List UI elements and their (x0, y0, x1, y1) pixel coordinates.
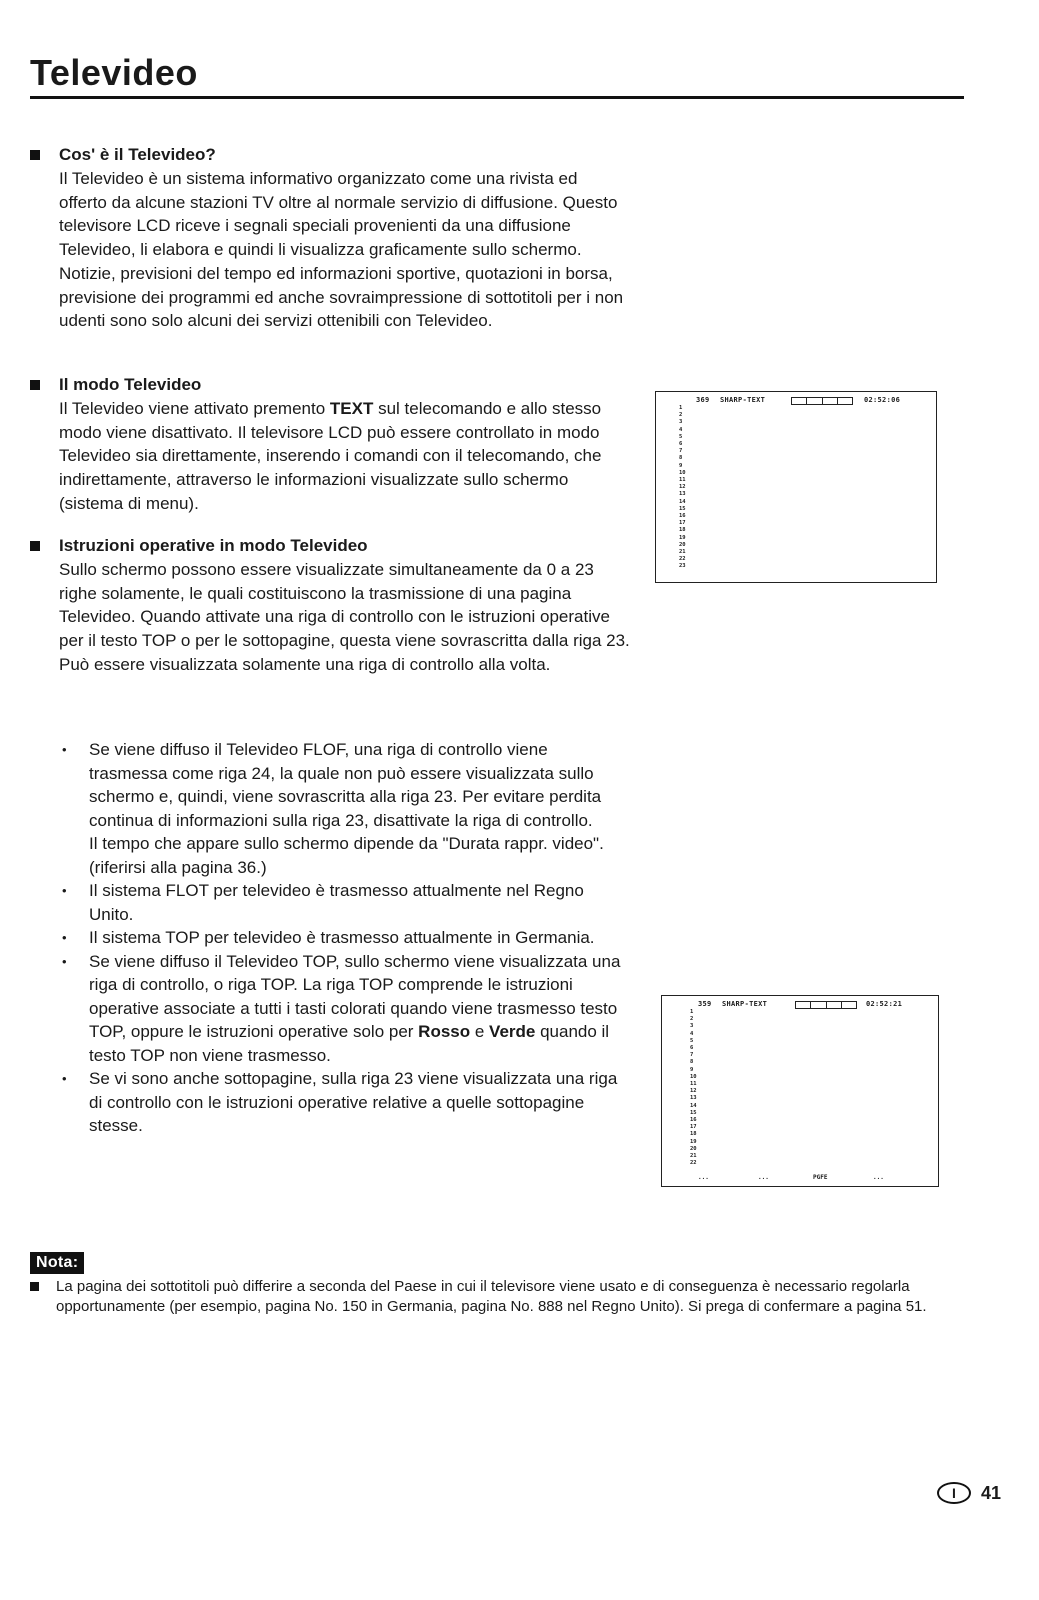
title-rule (30, 96, 964, 99)
text-key-name: TEXT (329, 399, 374, 418)
teletext-row-numbers (690, 1009, 697, 1167)
section-heading-text: Cos' è il Televideo? (59, 145, 216, 164)
text: sul telecomando e allo stesso modo viene disattivato. Il televisore LCD può essere controllato in modo Televideo sia direttamente, inserendo i comandi con il telecomando, che indirettamente, attraverso le informazioni visualizzate sullo schermo (sistema di menu). (59, 399, 602, 513)
section-heading (30, 534, 630, 558)
section-heading (30, 373, 630, 397)
note-text (30, 1277, 965, 1316)
teletext-row-number: 19 (679, 534, 686, 541)
teletext-row-number: 16 (690, 1117, 697, 1124)
list-item-text: Se viene diffuso il Televideo TOP, sullo schermo viene visualizzata una riga di controllo, o riga TOP. La riga TOP comprende le istruzioni operative associate a tutti i tasti colorati quando viene trasmesso testo TOP, oppure le istruzioni operative solo per (89, 951, 621, 1041)
teletext-row-number: 4 (690, 1030, 694, 1037)
section-heading-text: Il modo Televideo (59, 375, 202, 394)
teletext-clock: 02:52:21 (866, 1000, 903, 1008)
teletext-clock: 02:52:06 (864, 396, 901, 404)
teletext-row-number: 20 (690, 1145, 697, 1152)
teletext-row-number: 21 (679, 549, 686, 556)
section-body (30, 167, 630, 333)
teletext-row-number: 2 (690, 1016, 694, 1023)
list-item (60, 950, 630, 1068)
teletext-page-number: 359 (698, 1000, 712, 1008)
page-footer (937, 1482, 1001, 1504)
teletext-row-number: 7 (690, 1052, 694, 1059)
teletext-row-numbers (679, 405, 686, 571)
paragraph: Il Televideo è un sistema informativo organizzato come una rivista ed offerto da alcune stazioni TV oltre al normale servizio di diffusione. Questo televisore LCD riceve i segnali speciali provenienti da una diffusione Televideo, li elabora e quindi li visualizza graficamente sullo schermo. Notizie, previsioni del tempo ed informazioni sportive, quotazioni in borsa, previsione dei programmi ed anche sovraimpressione di sottotitoli per i non udenti sono solo alcuni dei servizi ottenibili con Televideo. (59, 169, 624, 331)
note-label: Nota: (30, 1252, 84, 1274)
teletext-row-number: 17 (679, 520, 686, 527)
teletext-row-number: 5 (679, 433, 683, 440)
teletext-row-number: 11 (679, 477, 686, 484)
teletext-row-number: 10 (690, 1073, 697, 1080)
control-row-item: ... (873, 1174, 884, 1181)
section-heading-text: Istruzioni operative in modo Televideo (59, 536, 368, 555)
list-item (60, 1067, 630, 1138)
teletext-row-number: 18 (690, 1131, 697, 1138)
bullet-square-icon (30, 1282, 39, 1291)
section-operating-instructions (30, 534, 630, 677)
list-item (60, 879, 630, 926)
list-item-text: Il tempo che appare sullo schermo dipende da "Durata rappr. video". (riferirsi alla pagina 36.) (89, 834, 604, 877)
list-item (60, 738, 630, 879)
teletext-row-number: 21 (690, 1153, 697, 1160)
notes-bullet-list (60, 738, 630, 1138)
teletext-page-number: 369 (696, 396, 710, 404)
teletext-screen-illustration (655, 391, 937, 583)
teletext-service-label: SHARP-TEXT (722, 1000, 768, 1008)
teletext-row-number: 1 (690, 1009, 694, 1015)
teletext-row-number: 3 (679, 419, 683, 426)
page-title: Televideo (30, 52, 198, 93)
list-item-text: quando il testo TOP non viene trasmesso. (89, 1022, 610, 1065)
teletext-row-number: 20 (679, 541, 686, 548)
teletext-row-number: 14 (679, 498, 686, 505)
section-what-is-televideo (30, 143, 630, 333)
teletext-row-number: 12 (679, 484, 686, 491)
teletext-row-number: 13 (679, 491, 686, 498)
teletext-row-number: 14 (690, 1102, 697, 1109)
text-key-name: Rosso (418, 1022, 471, 1041)
teletext-row-number: 23 (679, 563, 686, 570)
teletext-row-number: 15 (690, 1109, 697, 1116)
section-televideo-mode (30, 373, 630, 516)
teletext-row-number: 18 (679, 527, 686, 534)
list-item-text: Se vi sono anche sottopagine, sulla riga 23 viene visualizzata una riga di controllo con le istruzioni operative relative a quelle sottopagine stesse. (89, 1069, 618, 1135)
teletext-row-number: 4 (679, 426, 683, 433)
teletext-row-number: 15 (679, 505, 686, 512)
teletext-row-number: 7 (679, 448, 683, 455)
teletext-row-number: 1 (679, 405, 683, 411)
section-heading (30, 143, 630, 167)
list-item (60, 926, 630, 950)
teletext-row-number: 9 (690, 1066, 694, 1073)
teletext-row-number: 9 (679, 462, 683, 469)
teletext-color-boxes (795, 1001, 857, 1009)
language-badge-icon: I (937, 1482, 971, 1504)
teletext-row-number: 6 (690, 1045, 694, 1052)
teletext-row-number: 19 (690, 1138, 697, 1145)
teletext-row-number: 13 (690, 1095, 697, 1102)
paragraph (59, 397, 630, 516)
teletext-row-number: 8 (690, 1059, 694, 1066)
teletext-row-number: 10 (679, 469, 686, 476)
text-key-name: Verde (489, 1022, 536, 1041)
list-item-text: Il sistema TOP per televideo è trasmesso attualmente in Germania. (89, 928, 595, 947)
teletext-row-number: 22 (679, 556, 686, 563)
teletext-row-number: 8 (679, 455, 683, 462)
paragraph: Sullo schermo possono essere visualizzate simultaneamente da 0 a 23 righe solamente, le quali costituiscono la trasmissione di una pagina Televideo. Quando attivate una riga di controllo con le istruzioni operative per il testo TOP o per le sottopagine, questa viene sovrascritta dalla riga 23. Può essere visualizzata solamente una riga di controllo alla volta. (59, 560, 630, 674)
teletext-row-number: 2 (679, 412, 683, 419)
teletext-row-number: 22 (690, 1160, 697, 1167)
list-item-text: Se viene diffuso il Televideo FLOF, una riga di controllo viene trasmessa come riga 24, la quale non può essere visualizzata sullo schermo e, quindi, viene sovrascritta alla riga 23. Per evitare perdita continua di informazioni sulla riga 23, disattivate la riga di controllo. (89, 740, 602, 830)
section-body (30, 397, 630, 516)
control-row-item: ... (698, 1174, 709, 1181)
note-text-content: La pagina dei sottotitoli può differire a seconda del Paese in cui il televisore viene usato e di conseguenza è necessario regolarla opportunamente (per esempio, pagina No. 150 in Germania, pagina No. 888 nel Regno Unito). Si prega di confermare a pagina 51. (56, 1278, 927, 1315)
teletext-row-number: 11 (690, 1081, 697, 1088)
teletext-color-boxes (791, 397, 853, 405)
teletext-row-number: 17 (690, 1124, 697, 1131)
bullet-square-icon (30, 150, 40, 160)
bullet-square-icon (30, 380, 40, 390)
teletext-row-number: 12 (690, 1088, 697, 1095)
teletext-row-number: 16 (679, 513, 686, 520)
teletext-row-number: 3 (690, 1023, 694, 1030)
bullet-square-icon (30, 541, 40, 551)
teletext-row-number: 5 (690, 1037, 694, 1044)
list-item-text: e (470, 1022, 490, 1041)
teletext-top-control-row (698, 1174, 928, 1182)
control-row-item: PGFE (813, 1174, 828, 1181)
control-row-item: ... (758, 1174, 769, 1181)
teletext-service-label: SHARP-TEXT (720, 396, 766, 404)
text: Il Televideo viene attivato premento (59, 399, 330, 418)
list-item-text: Il sistema FLOT per televideo è trasmesso attualmente nel Regno Unito. (89, 881, 584, 924)
page-number: 41 (980, 1482, 1001, 1503)
teletext-row-number: 6 (679, 441, 683, 448)
section-body (30, 558, 630, 677)
teletext-screen-top-illustration (661, 995, 939, 1187)
